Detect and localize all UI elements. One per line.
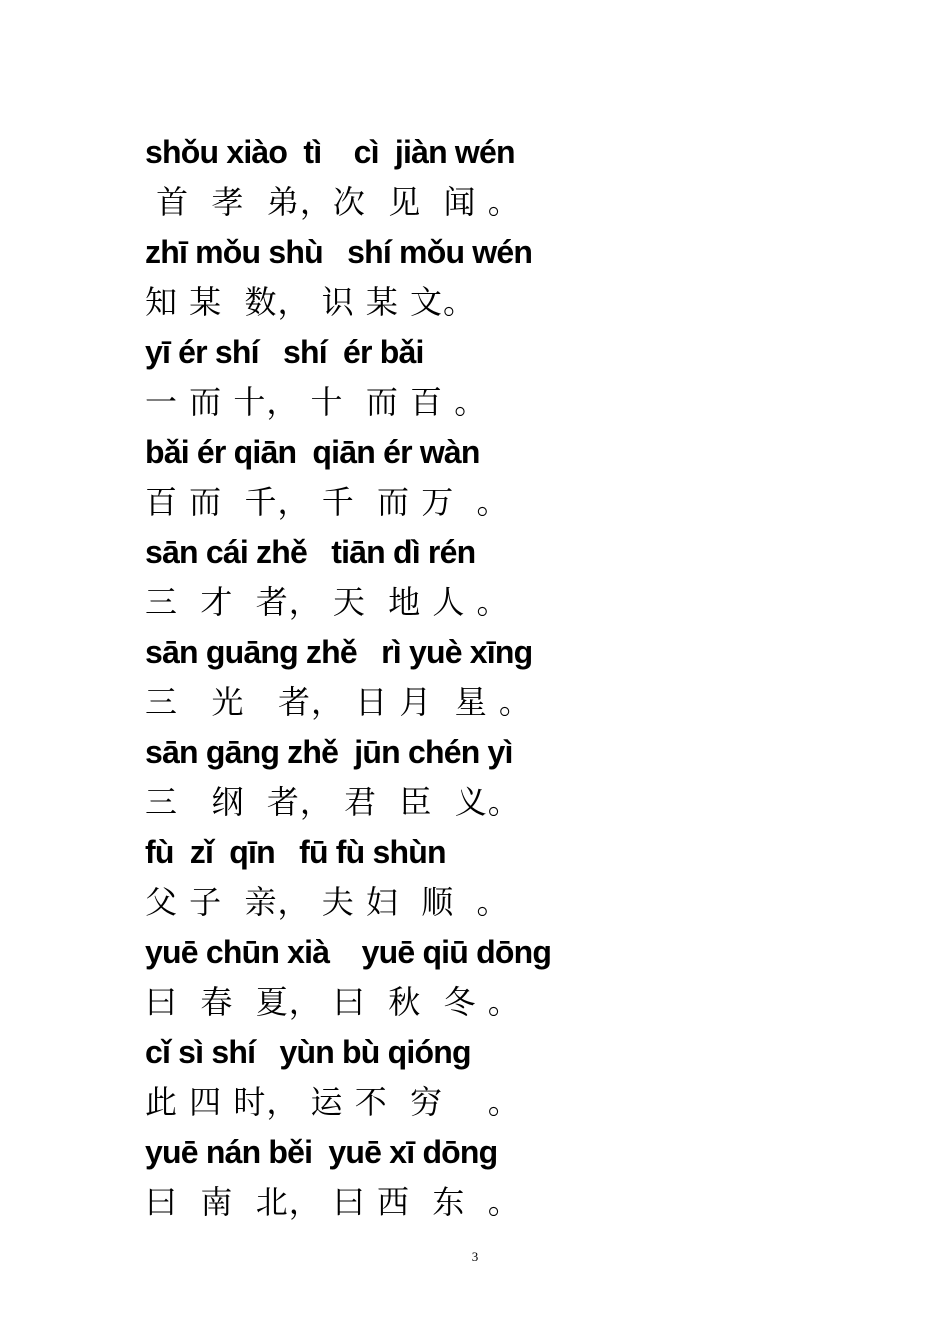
hanzi-line: 百 而 千， 千 而 万 。 — [145, 483, 510, 521]
hanzi-line: 三 光 者， 日 月 星 。 — [145, 683, 532, 721]
poem-text-block — [145, 127, 865, 1227]
hanzi-line: 三 纲 者， 君 臣 义。 — [145, 783, 521, 821]
pinyin-line: bǎi ér qiān qiān ér wàn — [145, 434, 480, 470]
hanzi-line: 曰 春 夏， 曰 秋 冬 。 — [145, 983, 521, 1021]
pinyin-line: sān cái zhě tiān dì rén — [145, 534, 476, 570]
pinyin-line: sān gāng zhě jūn chén yì — [145, 734, 513, 770]
hanzi-line: 三 才 者， 天 地 人 。 — [145, 583, 510, 621]
hanzi-line: 此 四 时， 运 不 穷 。 — [145, 1083, 521, 1121]
pinyin-line: sān guāng zhě rì yuè xīng — [145, 634, 533, 670]
hanzi-line: 一 而 十， 十 而 百 。 — [145, 383, 488, 421]
pinyin-line: cǐ sì shí yùn bù qióng — [145, 1034, 471, 1070]
page-number: 3 — [471, 1249, 479, 1264]
hanzi-line: 首 孝 弟，次 见 闻 。 — [145, 183, 521, 221]
pinyin-line: fù zǐ qīn fū fù shùn — [145, 834, 446, 870]
hanzi-line: 父 子 亲， 夫 妇 顺 。 — [145, 883, 510, 921]
pinyin-line: shǒu xiào tì cì jiàn wén — [145, 134, 515, 170]
hanzi-line: 知 某 数， 识 某 文。 — [145, 283, 477, 321]
pinyin-line: yuē nán běi yuē xī dōng — [145, 1134, 498, 1170]
pinyin-line: zhī mǒu shù shí mǒu wén — [145, 234, 533, 270]
pinyin-line: yī ér shí shí ér bǎi — [145, 334, 424, 370]
pinyin-line: yuē chūn xià yuē qiū dōng — [145, 934, 552, 970]
hanzi-line: 曰 南 北， 曰 西 东 。 — [145, 1183, 521, 1221]
